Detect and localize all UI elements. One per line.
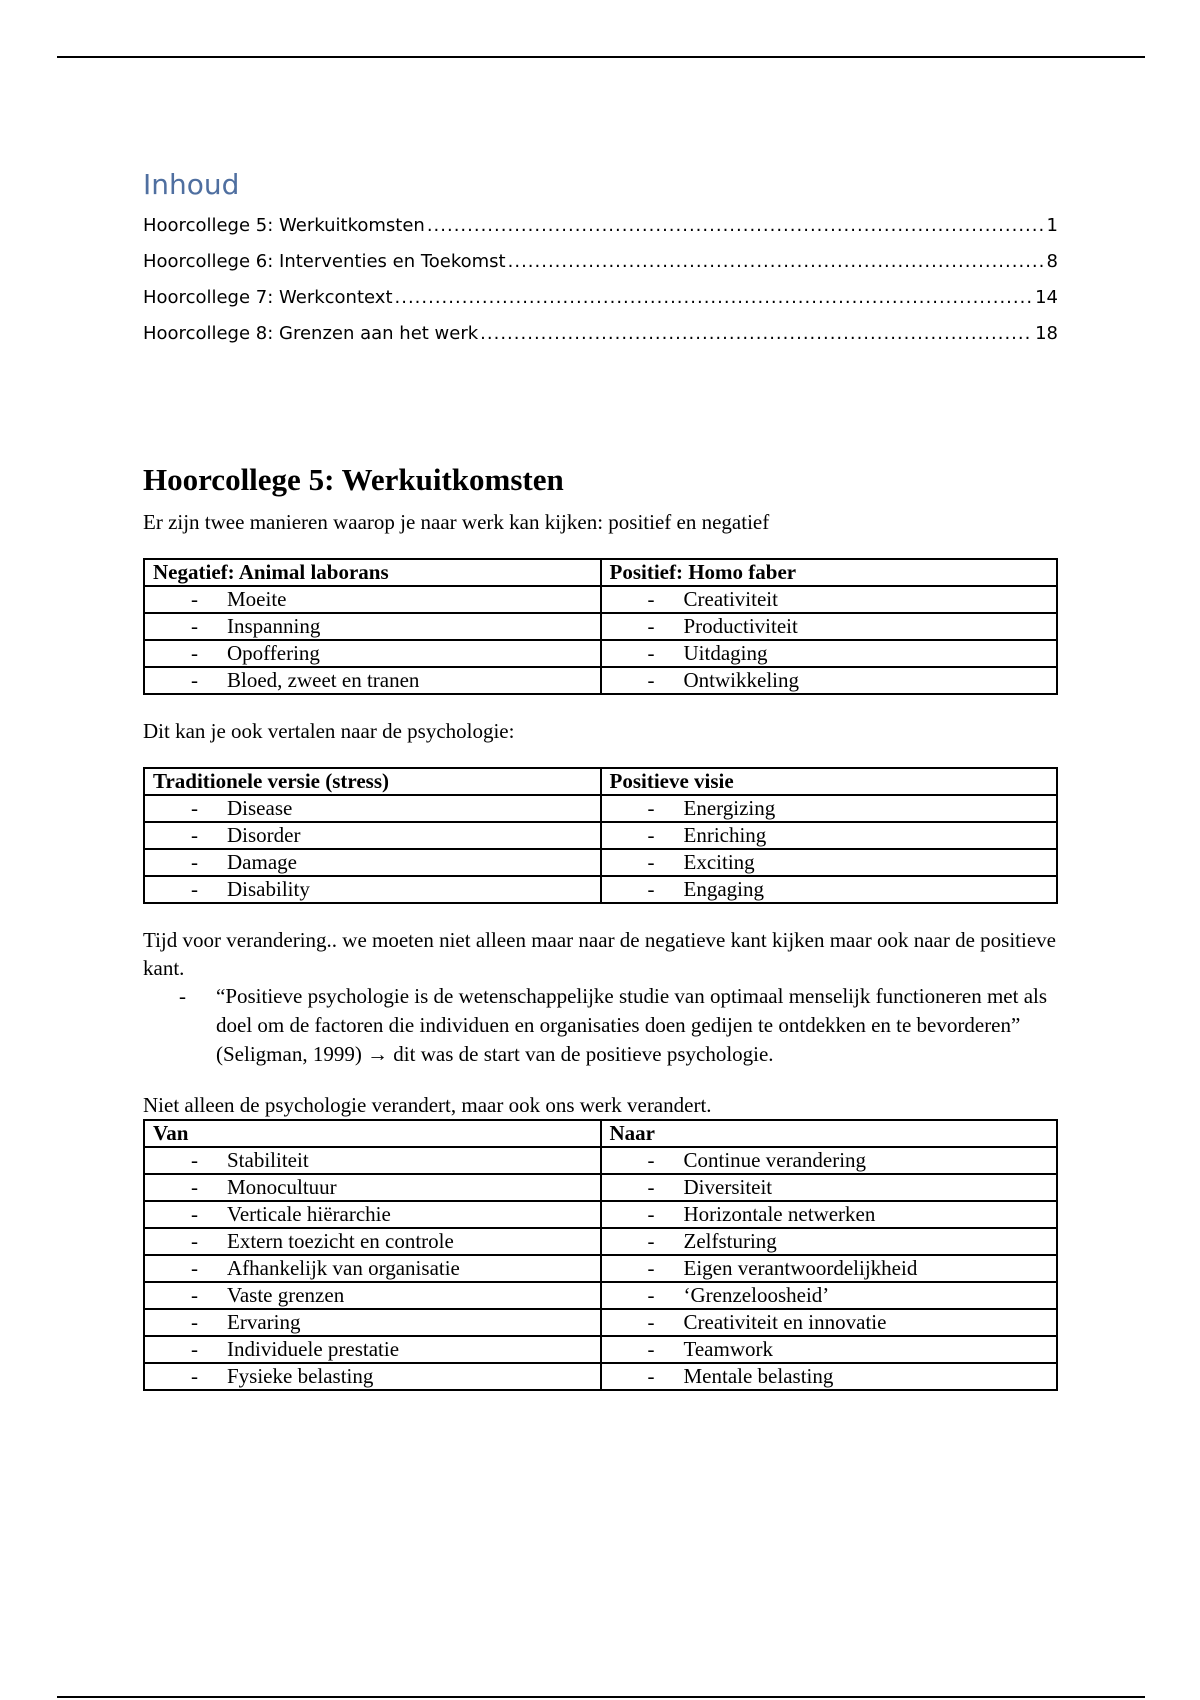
toc-heading: Inhoud <box>143 168 240 201</box>
table-header-row <box>144 559 1057 586</box>
intro-paragraph: Er zijn twee manieren waarop je naar werk kan kijken: positief en negatief <box>143 509 770 534</box>
table-cell: - Opoffering <box>144 640 601 667</box>
table-cell: - Enriching <box>601 822 1058 849</box>
toc-entry-page: 14 <box>1035 286 1058 308</box>
table-row <box>144 876 1057 903</box>
table-row <box>144 1336 1057 1363</box>
table-cell: - Monocultuur <box>144 1174 601 1201</box>
table-header-row <box>144 1120 1057 1147</box>
table-row <box>144 586 1057 613</box>
toc-entry-page: 18 <box>1035 322 1058 344</box>
table-cell: - Fysieke belasting <box>144 1363 601 1390</box>
table-row <box>144 1309 1057 1336</box>
toc-entry[interactable] <box>143 244 1058 280</box>
table-cell: - Exciting <box>601 849 1058 876</box>
table-row <box>144 822 1057 849</box>
section-heading: Hoorcollege 5: Werkuitkomsten <box>143 461 564 497</box>
table-cell: - Zelfsturing <box>601 1228 1058 1255</box>
toc-leader-dots <box>508 244 1045 280</box>
toc-entry-page: 1 <box>1046 214 1058 236</box>
paragraph: Niet alleen de psychologie verandert, maar ook ons werk verandert. <box>143 1092 712 1117</box>
table-cell: - Uitdaging <box>601 640 1058 667</box>
table-cell: - Eigen verantwoordelijkheid <box>601 1255 1058 1282</box>
toc-entry-title: Hoorcollege 8: Grenzen aan het werk <box>143 322 479 344</box>
table-header: Van <box>144 1120 601 1147</box>
table-row <box>144 1147 1057 1174</box>
toc-entry[interactable] <box>143 316 1058 352</box>
header-rule <box>57 56 1145 58</box>
table-row <box>144 1282 1057 1309</box>
table-header: Naar <box>601 1120 1058 1147</box>
toc-entry-title: Hoorcollege 5: Werkuitkomsten <box>143 214 425 236</box>
table-cell: - Mentale belasting <box>601 1363 1058 1390</box>
work-change-table <box>143 1119 1058 1391</box>
table-header-row <box>144 768 1057 795</box>
table-header: Positief: Homo faber <box>601 559 1058 586</box>
paragraph: Dit kan je ook vertalen naar de psychologie: <box>143 718 515 743</box>
toc-entry-title: Hoorcollege 6: Interventies en Toekomst <box>143 250 506 272</box>
table-row <box>144 795 1057 822</box>
table-row <box>144 849 1057 876</box>
table-cell: - Afhankelijk van organisatie <box>144 1255 601 1282</box>
table-cell: - Bloed, zweet en tranen <box>144 667 601 694</box>
table-row <box>144 1228 1057 1255</box>
toc-leader-dots <box>480 316 1033 352</box>
table-cell: - Horizontale netwerken <box>601 1201 1058 1228</box>
table-cell: - Extern toezicht en controle <box>144 1228 601 1255</box>
table-row <box>144 1363 1057 1390</box>
table-row <box>144 613 1057 640</box>
table-header: Negatief: Animal laborans <box>144 559 601 586</box>
table-header: Positieve visie <box>601 768 1058 795</box>
table-cell: - Energizing <box>601 795 1058 822</box>
table-cell: - Creativiteit <box>601 586 1058 613</box>
toc-entry[interactable] <box>143 208 1058 244</box>
table-cell: - Continue verandering <box>601 1147 1058 1174</box>
table-cell: - Teamwork <box>601 1336 1058 1363</box>
footer-rule <box>57 1696 1145 1698</box>
toc-entry-page: 8 <box>1046 250 1058 272</box>
table-of-contents <box>143 168 1058 352</box>
table-row <box>144 1174 1057 1201</box>
table-row <box>144 1255 1057 1282</box>
table-cell: - Productiviteit <box>601 613 1058 640</box>
table-cell: - Inspanning <box>144 613 601 640</box>
table-cell: - Ontwikkeling <box>601 667 1058 694</box>
table-cell: - Disorder <box>144 822 601 849</box>
toc-leader-dots <box>395 280 1034 316</box>
table-row <box>144 667 1057 694</box>
table-cell: - ‘Grenzeloosheid’ <box>601 1282 1058 1309</box>
table-cell: - Diversiteit <box>601 1174 1058 1201</box>
table-row <box>144 1201 1057 1228</box>
psychology-views-table <box>143 767 1058 904</box>
table-cell: - Disability <box>144 876 601 903</box>
table-cell: - Damage <box>144 849 601 876</box>
table-cell: - Moeite <box>144 586 601 613</box>
toc-leader-dots <box>427 208 1045 244</box>
quote-list <box>143 982 1058 1069</box>
work-views-table <box>143 558 1058 695</box>
table-cell: - Disease <box>144 795 601 822</box>
table-cell: - Ervaring <box>144 1309 601 1336</box>
table-cell: - Individuele prestatie <box>144 1336 601 1363</box>
table-cell: - Vaste grenzen <box>144 1282 601 1309</box>
table-cell: - Engaging <box>601 876 1058 903</box>
table-cell: - Creativiteit en innovatie <box>601 1309 1058 1336</box>
table-cell: - Stabiliteit <box>144 1147 601 1174</box>
table-header: Traditionele versie (stress) <box>144 768 601 795</box>
table-cell: - Verticale hiërarchie <box>144 1201 601 1228</box>
quote-item: - “Positieve psychologie is de wetenschappelijke studie van optimaal menselijk functioneren met als doel om de factoren die individuen en organisaties doen gedijen te ontdekken en te bevorderen” (Seligman, 1999) → dit was de start van de positieve psychologie. <box>179 983 1048 1066</box>
document-page <box>143 168 1058 1391</box>
toc-entry[interactable] <box>143 280 1058 316</box>
paragraph: Tijd voor verandering.. we moeten niet alleen maar naar de negatieve kant kijken maar ook naar de positieve kant. <box>143 927 1056 980</box>
table-row <box>144 640 1057 667</box>
toc-entry-title: Hoorcollege 7: Werkcontext <box>143 286 393 308</box>
